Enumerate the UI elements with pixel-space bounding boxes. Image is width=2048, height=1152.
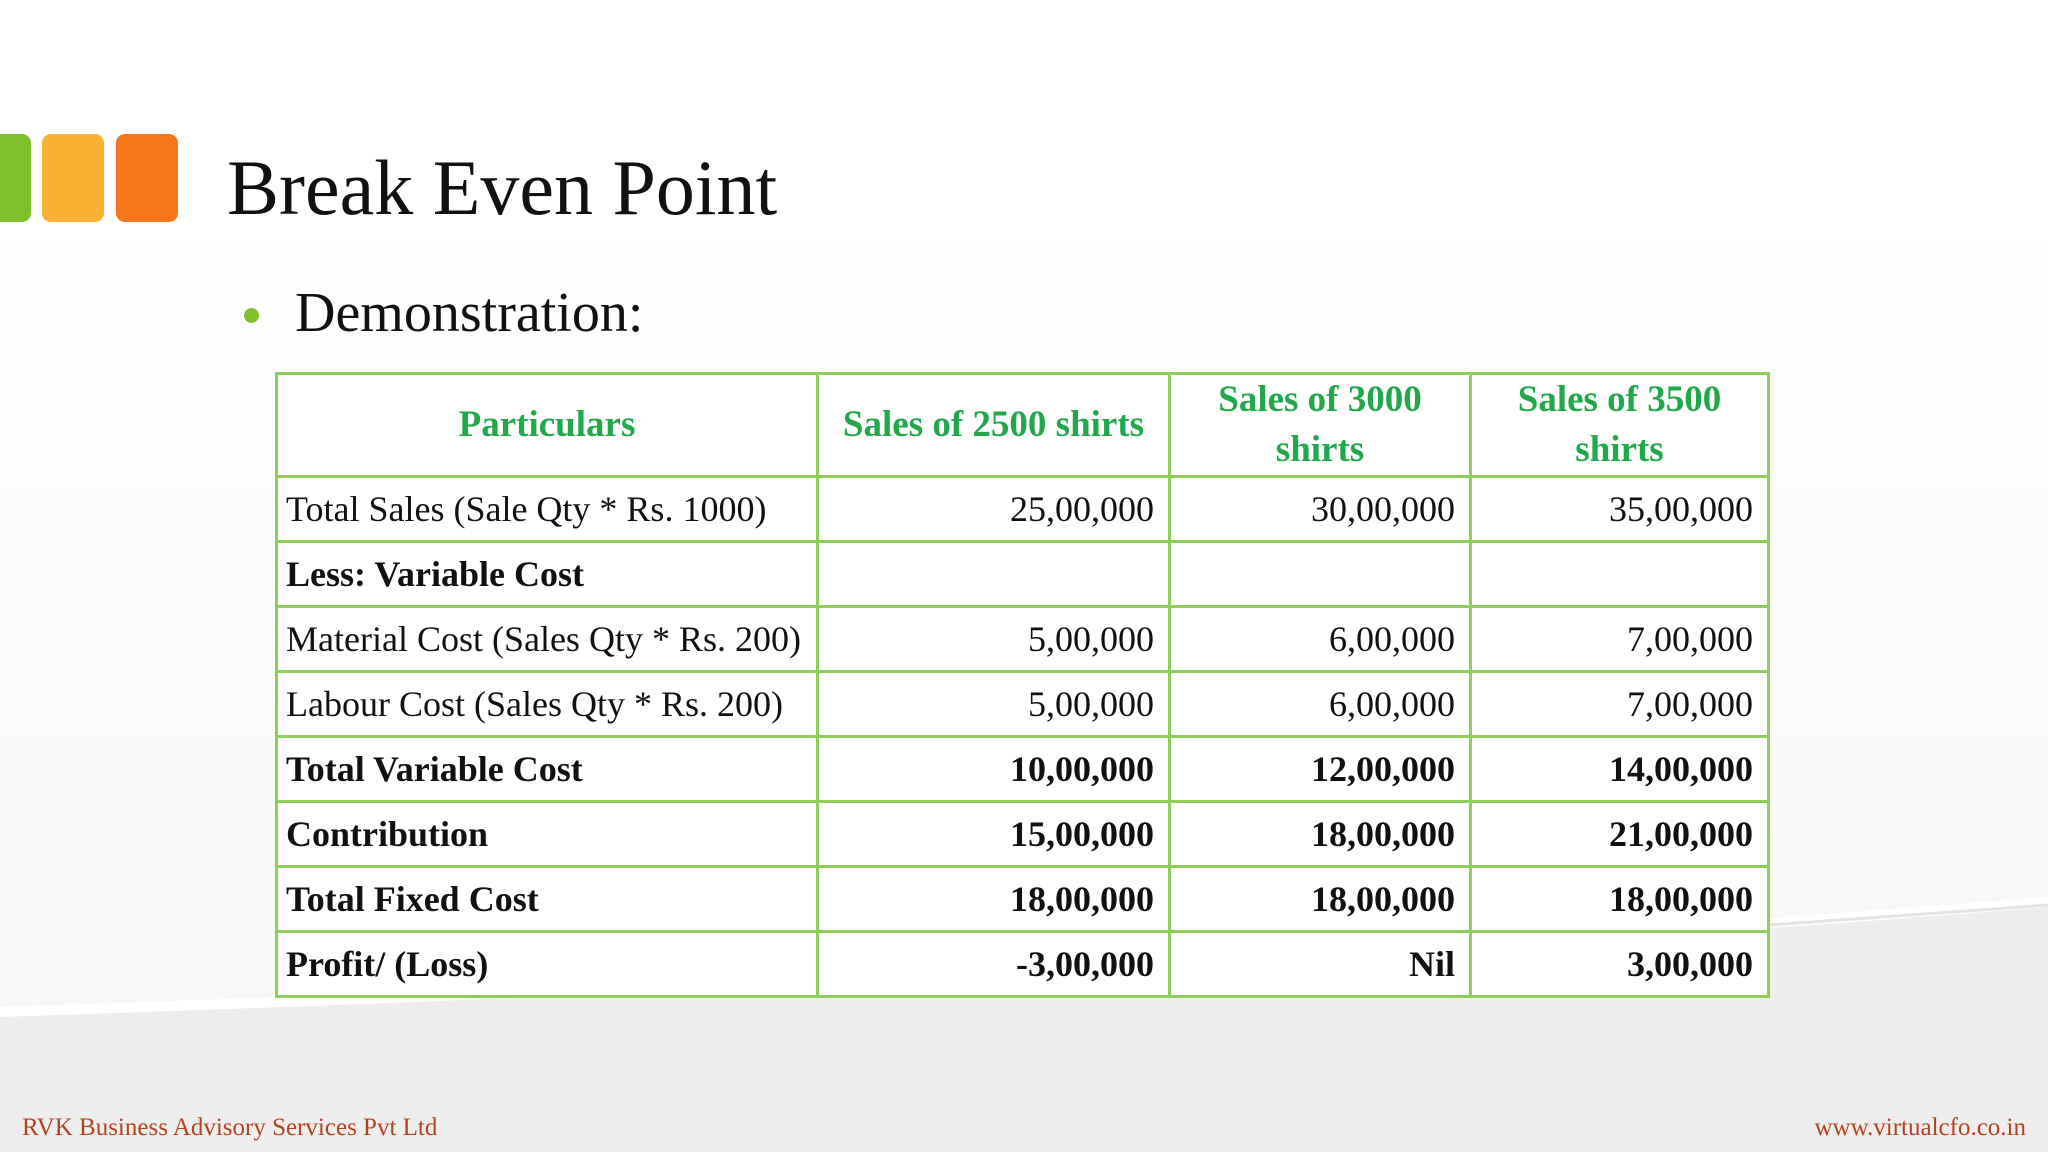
cell-value: 21,00,000 (1471, 802, 1769, 867)
bullet-item (244, 278, 643, 348)
cell-value: 30,00,000 (1170, 477, 1471, 542)
table-header-row (277, 374, 1769, 477)
cell-value: 18,00,000 (1471, 867, 1769, 932)
cell-value: 12,00,000 (1170, 737, 1471, 802)
row-label: Material Cost (Sales Qty * Rs. 200) (277, 607, 818, 672)
row-label: Contribution (277, 802, 818, 867)
row-label: Total Fixed Cost (277, 867, 818, 932)
cell-value: 5,00,000 (818, 607, 1170, 672)
row-label: Labour Cost (Sales Qty * Rs. 200) (277, 672, 818, 737)
cell-value (1170, 542, 1471, 607)
cell-value (818, 542, 1170, 607)
bullet-text: Demonstration: (295, 282, 644, 344)
bullet-dot-icon (244, 308, 259, 323)
header-sales-3000: Sales of 3000 shirts (1170, 374, 1471, 477)
header-particulars: Particulars (277, 374, 818, 477)
footer-company: RVK Business Advisory Services Pvt Ltd (22, 1114, 438, 1141)
cell-value: 7,00,000 (1471, 672, 1769, 737)
cell-value: 6,00,000 (1170, 672, 1471, 737)
cell-value: 25,00,000 (818, 477, 1170, 542)
cell-value: 18,00,000 (1170, 802, 1471, 867)
header-sales-2500: Sales of 2500 shirts (818, 374, 1170, 477)
cell-value: 15,00,000 (818, 802, 1170, 867)
slide-title: Break Even Point (227, 144, 778, 231)
table-row (277, 607, 1769, 672)
cell-value: 35,00,000 (1471, 477, 1769, 542)
cell-value: -3,00,000 (818, 932, 1170, 997)
table-row (277, 477, 1769, 542)
header-sales-3500: Sales of 3500 shirts (1471, 374, 1769, 477)
table-row (277, 867, 1769, 932)
cell-value: 6,00,000 (1170, 607, 1471, 672)
logo-orange-block (116, 134, 178, 222)
table-row (277, 542, 1769, 607)
cell-value (1471, 542, 1769, 607)
cell-value: 18,00,000 (818, 867, 1170, 932)
row-label: Less: Variable Cost (277, 542, 818, 607)
row-label: Total Variable Cost (277, 737, 818, 802)
row-label: Profit/ (Loss) (277, 932, 818, 997)
cell-value: 5,00,000 (818, 672, 1170, 737)
logo-yellow-block (42, 134, 104, 222)
cell-value: 14,00,000 (1471, 737, 1769, 802)
break-even-table (275, 372, 1770, 998)
cell-value: 18,00,000 (1170, 867, 1471, 932)
cell-value: Nil (1170, 932, 1471, 997)
table-row (277, 932, 1769, 997)
table-row (277, 737, 1769, 802)
table-row (277, 672, 1769, 737)
logo-green-block (0, 134, 31, 222)
cell-value: 3,00,000 (1471, 932, 1769, 997)
table-row (277, 802, 1769, 867)
cell-value: 7,00,000 (1471, 607, 1769, 672)
row-label: Total Sales (Sale Qty * Rs. 1000) (277, 477, 818, 542)
cell-value: 10,00,000 (818, 737, 1170, 802)
footer-website: www.virtualcfo.co.in (1814, 1114, 2026, 1141)
